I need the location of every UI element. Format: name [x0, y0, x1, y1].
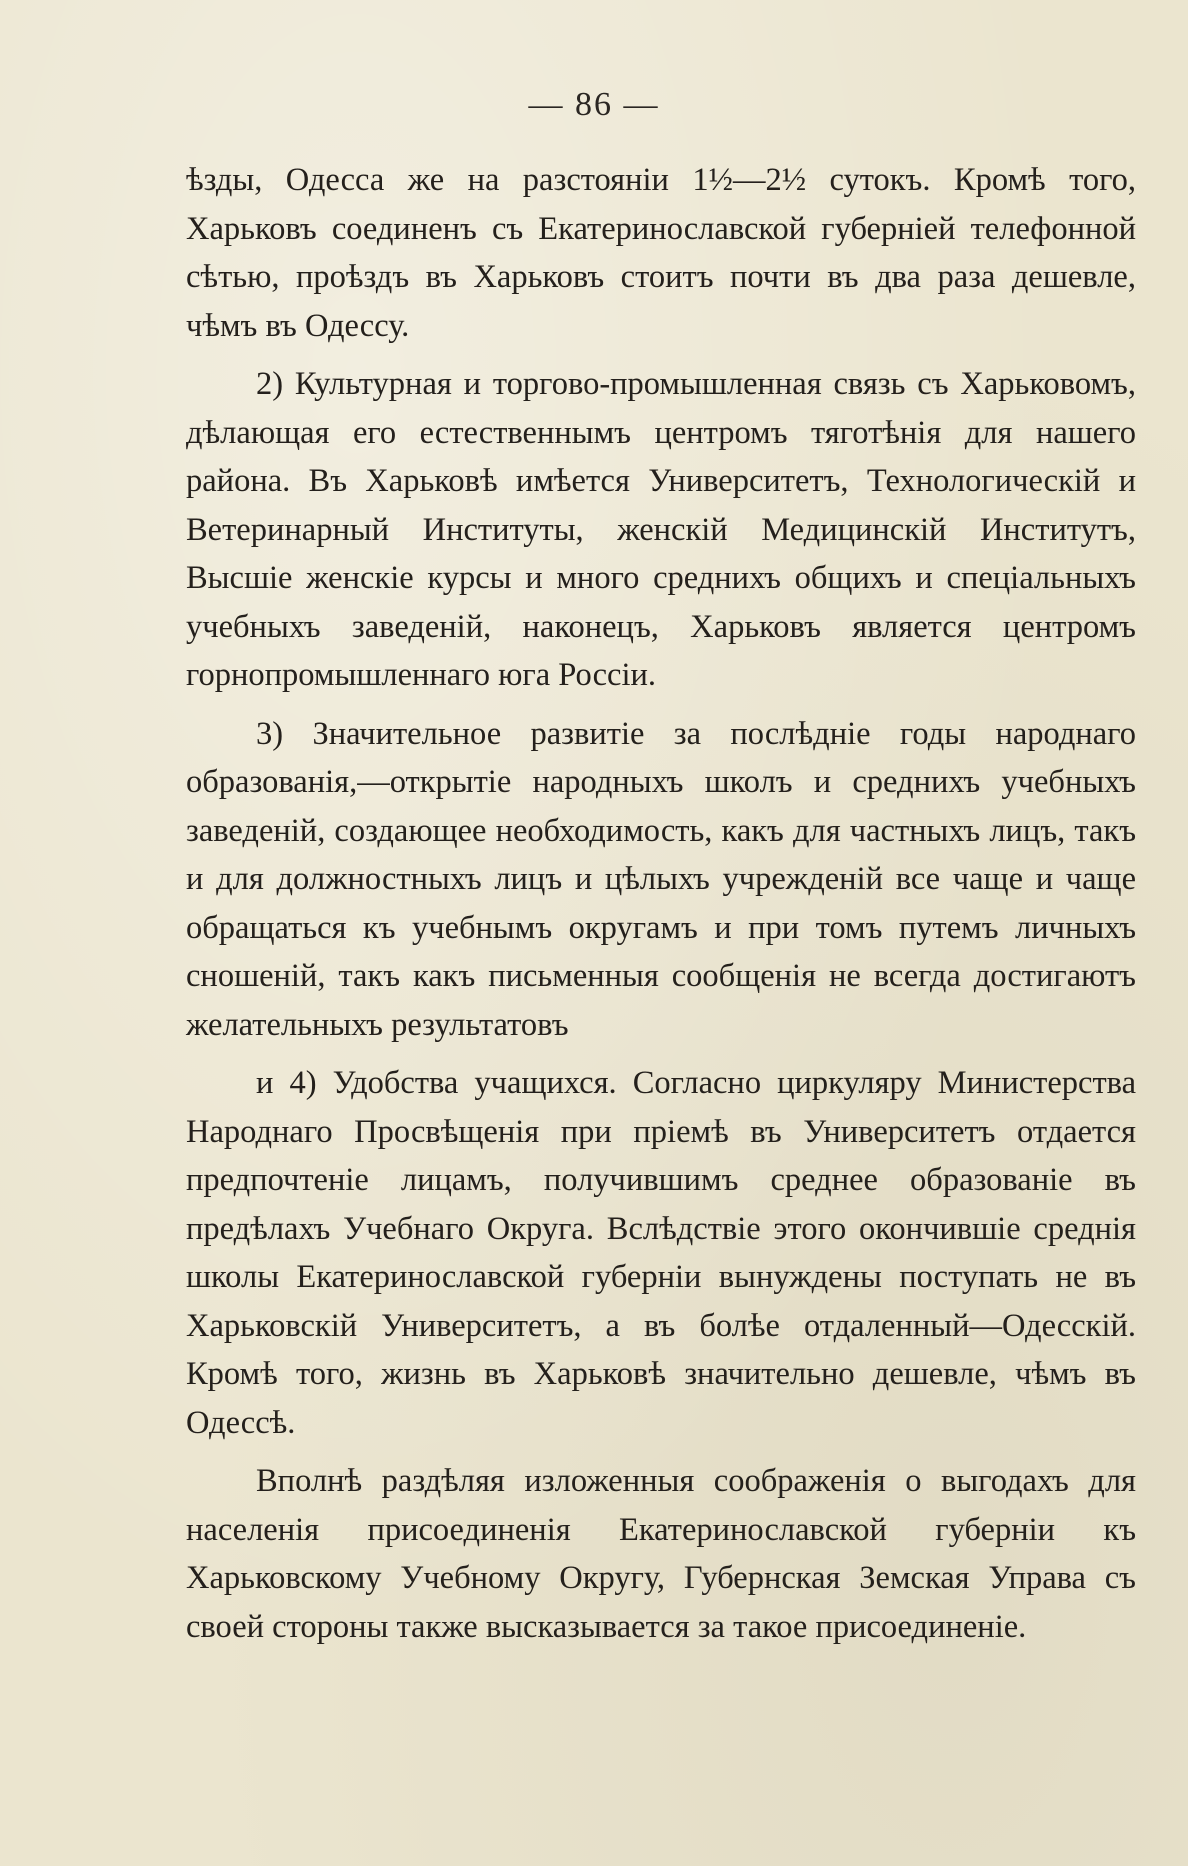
paragraph-point-3: 3) Значительное развитіе за послѣдніе годы народнаго образованія,—открытіе народныхъ школъ и среднихъ учебныхъ заведеній, создающее необходимость, какъ для частныхъ лицъ, такъ и для должностныхъ лицъ и цѣлыхъ учрежденій все чаще и чаще обращаться къ учебнымъ округамъ и при томъ путемъ личныхъ сношеній, такъ какъ письменныя сообщенія не всегда достигаютъ желательныхъ результатовъ: [186, 715, 1136, 1043]
page-number: — 86 —: [528, 86, 660, 123]
paragraph-continuation: ѣзды, Одесса же на разстояніи 1½—2½ сутокъ. Кромѣ того, Харьковъ соединенъ съ Екатеринославской губерніей телефонной сѣтью, проѣздъ въ Харьковъ стоитъ почти въ два раза дешевле, чѣмъ въ Одессу.: [186, 162, 1136, 344]
paragraph-point-4: и 4) Удобства учащихся. Согласно циркуляру Министерства Народнаго Просвѣщенія при пріемѣ въ Университетъ отдается предпочтеніе лицамъ, получившимъ среднее образованіе въ предѣлахъ Учебнаго Округа. Вслѣдствіе этого окончившіе среднія школы Екатеринославской губерніи вынуждены поступать не въ Харьковскій Университетъ, а въ болѣе отдаленный—Одесскій. Кромѣ того, жизнь въ Харьковѣ значительно дешевле, чѣмъ въ Одессѣ.: [186, 1065, 1136, 1441]
paragraph-conclusion: Вполнѣ раздѣляя изложенныя соображенія о выгодахъ для населенія присоединенія Екатеринославской губерніи къ Харьковскому Учебному Округу, Губернская Земская Управа съ своей стороны также высказывается за такое присоединеніе.: [186, 1463, 1136, 1645]
page-body: [186, 156, 1136, 1661]
paragraph-point-2: 2) Культурная и торгово-промышленная связь съ Харьковомъ, дѣлающая его естественнымъ центромъ тяготѣнія для нашего района. Въ Харьковѣ имѣется Университетъ, Технологическій и Ветеринарный Институты, женскій Медицинскій Институтъ, Высшіе женскіе курсы и много среднихъ общихъ и спеціальныхъ учебныхъ заведеній, наконецъ, Харьковъ является центромъ горнопромышленнаго юга Россіи.: [186, 366, 1136, 693]
